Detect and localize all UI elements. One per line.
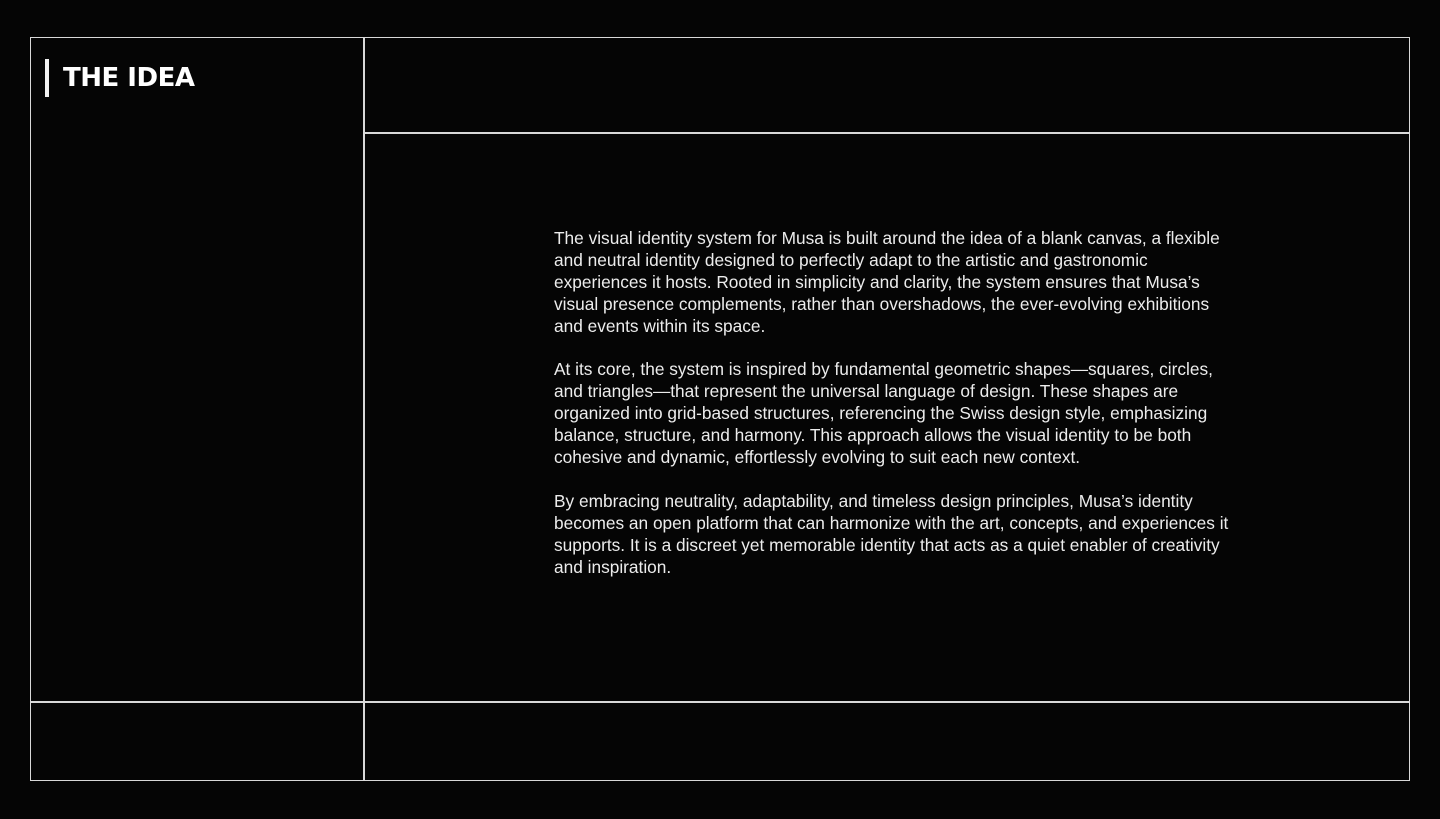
section-header xyxy=(45,59,194,97)
section-title: THE IDEA xyxy=(63,63,195,93)
grid-bottom-divider xyxy=(31,701,1409,703)
grid-frame xyxy=(30,37,1410,781)
grid-top-divider xyxy=(364,132,1409,134)
paragraph-2: At its core, the system is inspired by fundamental geometric shapes—squares, circles, and triangles—that represent the universal language of design. These shapes are organized into grid-based structures, referencing the Swiss design style, emphasizing balance, structure, and harmony. This approach allows the visual identity to be both cohesive and dynamic, effortlessly evolving to suit each new context. xyxy=(554,359,1213,468)
paragraph-1: The visual identity system for Musa is built around the idea of a blank canvas, a flexible and neutral identity designed to perfectly adapt to the artistic and gastronomic experiences it hosts. Rooted in simplicity and clarity, the system ensures that Musa’s visual presence complements, rather than overshadows, the ever-evolving exhibitions and events within its space. xyxy=(554,228,1220,336)
title-accent-bar xyxy=(45,59,49,97)
paragraph-3: By embracing neutrality, adaptability, and timeless design principles, Musa’s identity becomes an open platform that can harmonize with the art, concepts, and experiences it supports. It is a discreet yet memorable identity that acts as a quiet enabler of creativity and inspiration. xyxy=(554,490,1229,577)
grid-vertical-divider xyxy=(363,38,365,780)
body-copy xyxy=(554,228,1234,600)
